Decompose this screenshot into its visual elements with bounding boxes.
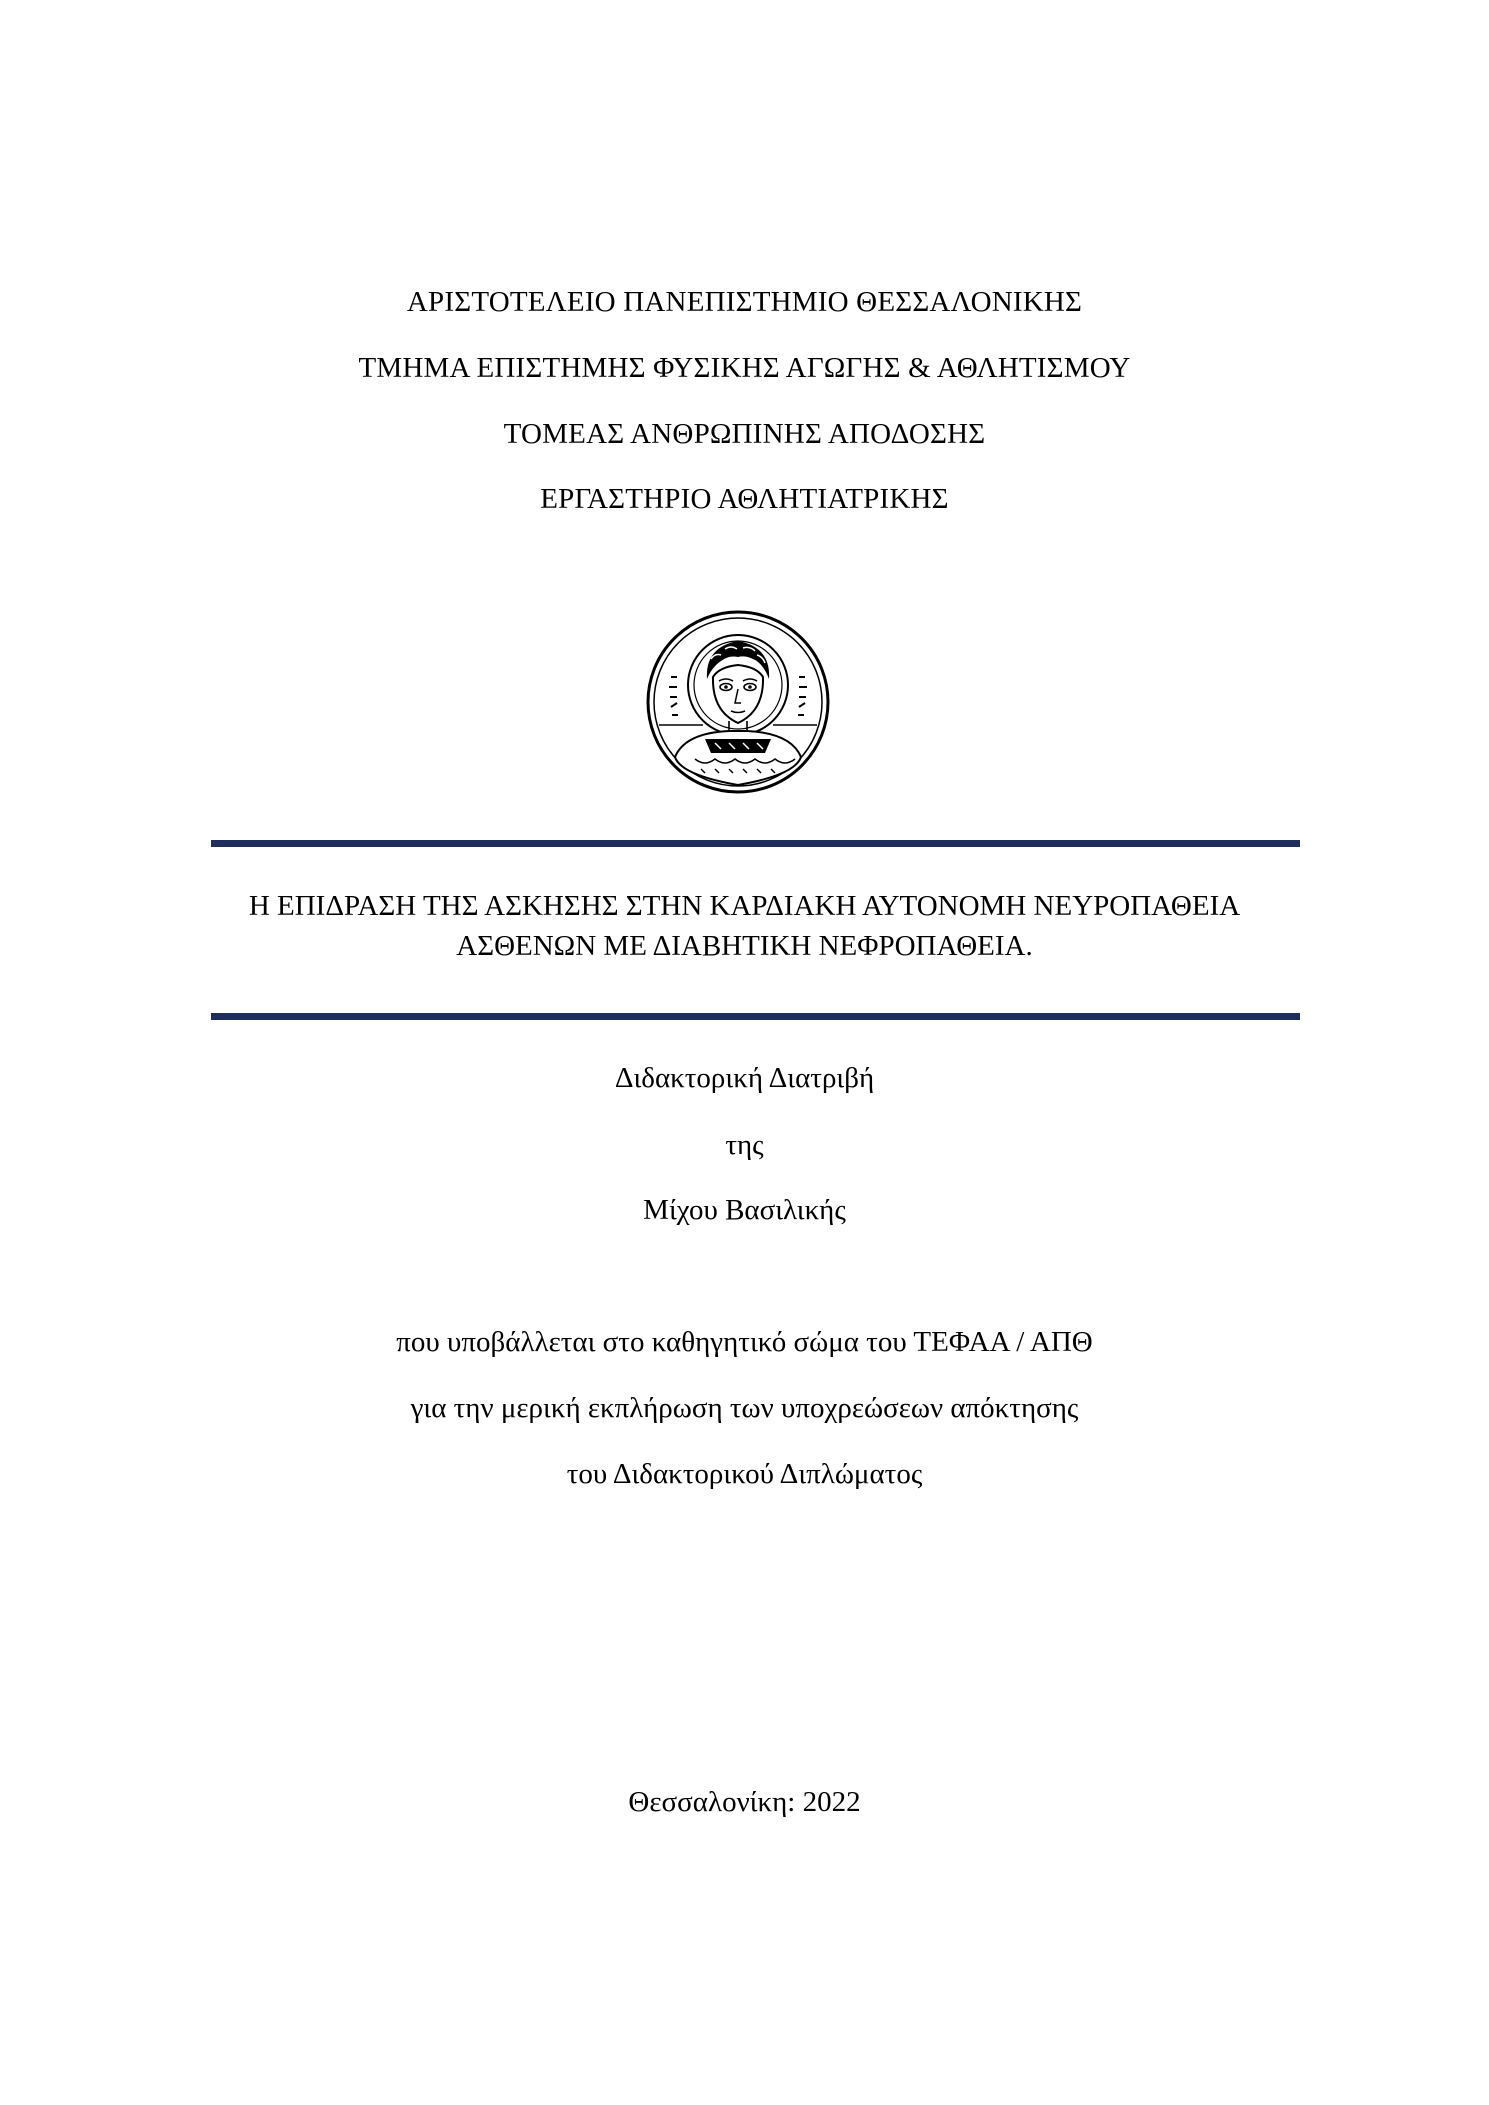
lab-name: ΕΡΓΑΣΤΗΡΙΟ ΑΘΛΗΤΙΑΤΡΙΚΗΣ: [540, 483, 949, 515]
dissertation-title-line-1: Η ΕΠΙΔΡΑΣΗ ΤΗΣ ΑΣΚΗΣΗΣ ΣΤΗΝ ΚΑΡΔΙΑΚΗ ΑΥΤΟΝΟΜΗ ΝΕΥΡΟΠΑΘΕΙΑ: [248, 890, 1241, 922]
department-name: ΤΜΗΜΑ ΕΠΙΣΤΗΜΗΣ ΦΥΣΙΚΗΣ ΑΓΩΓΗΣ & ΑΘΛΗΤΙΣΜΟΥ: [358, 352, 1131, 384]
university-name: ΑΡΙΣΤΟΤΕΛΕΙΟ ΠΑΝΕΠΙΣΤΗΜΙΟ ΘΕΣΣΑΛΟΝΙΚΗΣ: [406, 286, 1083, 318]
submission-line-2: για την μερική εκπλήρωση των υποχρεώσεων απόκτησης: [410, 1392, 1079, 1424]
bottom-divider: [211, 1013, 1300, 1020]
top-divider: [211, 840, 1300, 847]
university-seal-icon: [645, 607, 831, 797]
thesis-type: Διδακτορική Διατριβή: [614, 1062, 875, 1094]
dissertation-title-line-2: ΑΣΘΕΝΩΝ ΜΕ ΔΙΑΒΗΤΙΚΗ ΝΕΦΡΟΠΑΘΕΙΑ.: [456, 930, 1033, 962]
sector-name: ΤΟΜΕΑΣ ΑΝΘΡΩΠΙΝΗΣ ΑΠΟΔΟΣΗΣ: [503, 418, 986, 450]
thesis-of: της: [725, 1129, 764, 1161]
submission-line-3: του Διδακτορικού Διπλώματος: [566, 1458, 923, 1490]
author-name: Μίχου Βασιλικής: [643, 1194, 846, 1226]
submission-line-1: που υποβάλλεται στο καθηγητικό σώμα του ΤΕΦΑΑ / ΑΠΘ: [396, 1326, 1093, 1358]
place-date: Θεσσαλονίκη: 2022: [628, 1786, 861, 1818]
